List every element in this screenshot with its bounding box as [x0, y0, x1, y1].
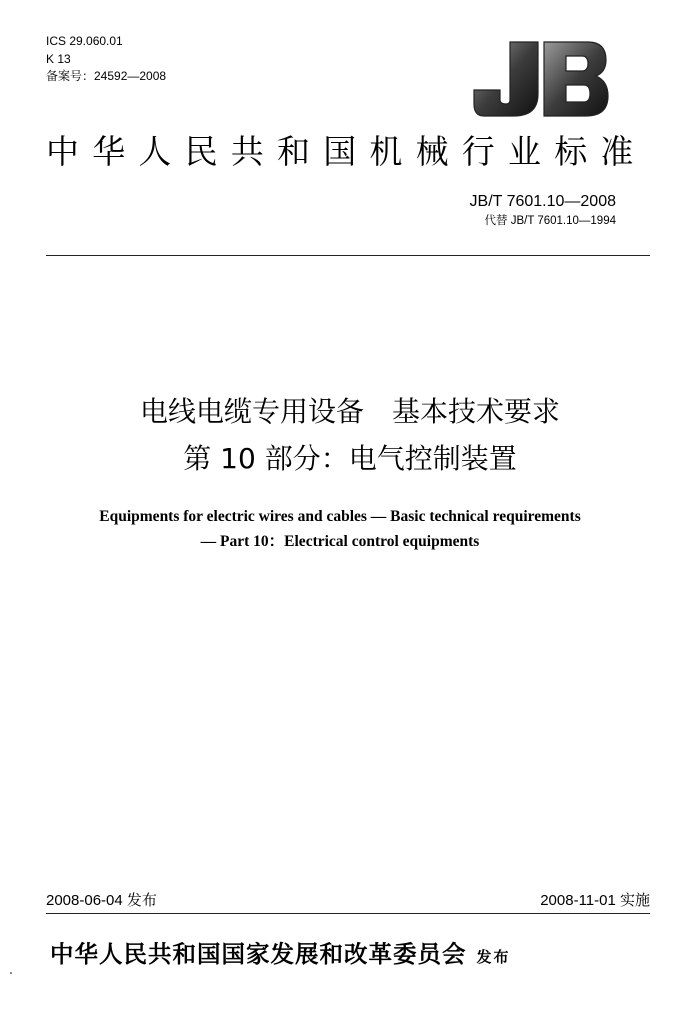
replaces-standard: 代替 JB/T 7601.10—1994 [484, 215, 616, 227]
filing-number: 备案号：24592—2008 [46, 69, 167, 83]
english-title-line-2: — Part 10：Electrical control equipments [200, 533, 480, 550]
publisher-line [50, 935, 650, 969]
standard-number-block [470, 192, 616, 230]
publisher-name: 中华人民共和国国家发展和改革委员会 [50, 940, 467, 968]
english-title-line-1: Equipments for electric wires and cables — Basic technical requirements [99, 508, 581, 525]
ics-code: ICS 29.060.01 [46, 34, 123, 48]
publisher-verb: 发布 [476, 948, 511, 966]
issue-date: 2008-06-04 发布 [46, 892, 157, 909]
footer-divider [46, 913, 650, 914]
standard-number: JB/T 7601.10—2008 [469, 193, 616, 210]
organization-title: 中华人民共和国机械行业标准 [46, 132, 647, 171]
effective-date: 2008-11-01 实施 [540, 892, 650, 909]
scan-speck [10, 972, 12, 974]
jb-logo-icon [470, 38, 610, 120]
document-metadata [46, 33, 166, 86]
chinese-title-line-2: 第 10 部分：电气控制装置 [183, 442, 517, 475]
ccs-code: K 13 [46, 51, 71, 66]
chinese-title-line-1: 电线电缆专用设备 基本技术要求 [139, 395, 560, 428]
header-divider [46, 255, 650, 256]
